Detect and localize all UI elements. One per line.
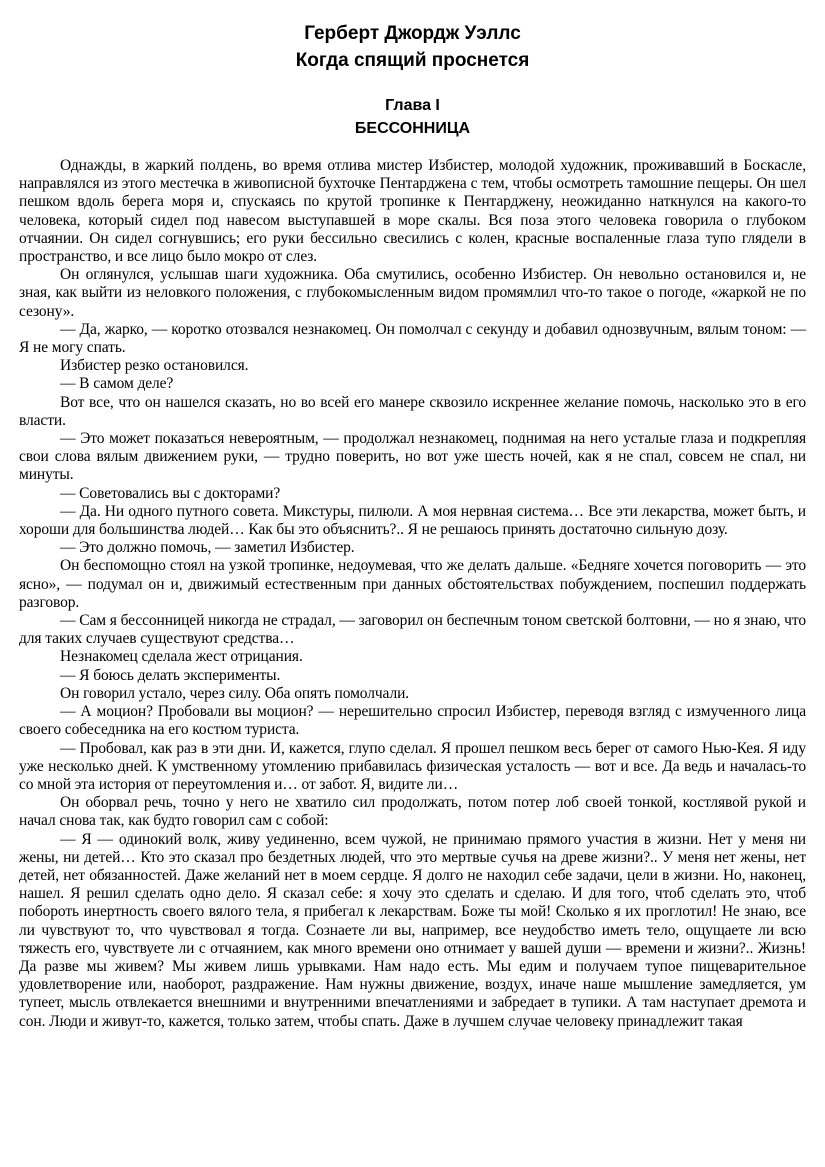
book-title: Когда спящий проснется xyxy=(295,50,530,71)
paragraph: — Я — одинокий волк, живу уединенно, всем чужой, не принимаю прямого участия в жизни. Нет у меня ни жены, ни детей… Кто это сказал про бездетных людей, что это мертвые сучья на древе жизни?.. У меня нет жены, нет детей, нет обязанностей. Даже желаний нет в моем сердце. Я долго не находил себе задачи, цели в жизни. Но, наконец, нашел. Я решил сделать одно дело. Я сказал себе: я хочу это сделать и сделаю. И для того, чтоб сделать это, чтоб побороть инертность своего вялого тела, я прибегал к лекарствам. Боже ты мой! Сколько я их проглотил! Не знаю, все ли чувствуют то, что чувствовал я тогда. Сознаете ли вы, например, все неудобство иметь тело, ощущаете ли всю тяжесть его, чувствуете ли с отчаянием, как много времени оно отнимает у вашей души — времени и жизни?.. Жизнь! Да разве мы живем? Мы живем лишь урывками. Нам надо есть. Мы едим и получаем тупое пищеварительное удовлетворение или, наоборот, раздражение. Нам нужны движение, воздух, иначе наше мышление замедляется, ум тупеет, мысль отвлекается внешними и внутренними впечатлениями и забредает в тупики. А там наступает дремота и сон. Люди и живут-то, кажется, только затем, чтобы спать. Даже в лучшем случае человеку принадлежит такая xyxy=(19,830,806,1030)
chapter-title: БЕССОННИЦА xyxy=(354,120,471,137)
chapter-body xyxy=(19,157,806,1031)
chapter-header xyxy=(19,94,806,140)
paragraph: — А моцион? Пробовали вы моцион? — нерешительно спросил Избистер, переводя взгляд с измученного лица своего собеседника на его костюм туриста. xyxy=(19,703,806,739)
paragraph: Он оглянулся, услышав шаги художника. Оба смутились, особенно Избистер. Он невольно остановился и, не зная, как выйти из неловкого положения, с глубокомысленным видом промямлил что-то такое о погоде, «жаркой не по сезону». xyxy=(19,266,806,320)
paragraph: Незнакомец сделала жест отрицания. xyxy=(60,648,303,666)
paragraph: — Советовались вы с докторами? xyxy=(60,484,281,502)
paragraph: Избистер резко остановился. xyxy=(60,357,249,375)
paragraph: Однажды, в жаркий полдень, во время отлива мистер Избистер, молодой художник, проживавший в Боскасле, направлялся из этого местечка в живописной бухточке Пентарджена с тем, чтобы осмотреть тамошние пещеры. Он шел пешком вдоль берега моря и, спускаясь по крутой тропинке к Пентарджену, неожиданно наткнулся на какого-то человека, который сидел под навесом выступавшей в море скалы. Вся поза этого человека говорила о глубоком отчаянии. Он сидел согнувшись; его руки бессильно свесились с колен, красные воспаленные глаза тупо глядели в пространство, и все лицо было мокро от слез. xyxy=(19,157,806,266)
chapter-number: Глава I xyxy=(385,97,440,114)
author-name: Герберт Джордж Уэллс xyxy=(304,23,521,44)
paragraph: Он оборвал речь, точно у него не хватило сил продолжать, потом потер лоб своей тонкой, костлявой рукой и начал снова так, как будто говорил сам с собой: xyxy=(19,794,806,830)
paragraph: Он говорил устало, через силу. Оба опять помолчали. xyxy=(60,684,410,702)
paragraph: — Это должно помочь, — заметил Избистер. xyxy=(60,539,355,557)
paragraph: — В самом деле? xyxy=(60,375,174,393)
paragraph: — Да. Ни одного путного совета. Микстуры, пилюли. А моя нервная система… Все эти лекарства, может быть, и хороши для большинства людей… Как бы это объяснить?.. Я не решаюсь принять достаточно сильную дозу. xyxy=(19,502,806,539)
paragraph: — Да, жарко, — коротко отозвался незнакомец. Он помолчал с секунду и добавил однозвучным, вялым тоном: — Я не могу спать. xyxy=(19,320,806,357)
book-header xyxy=(19,20,806,74)
paragraph: — Я боюсь делать эксперименты. xyxy=(60,666,281,684)
paragraph: Он беспомощно стоял на узкой тропинке, недоумевая, что же делать дальше. «Бедняге хочется поговорить — это ясно», — подумал он и, движимый естественным при данных обстоятельствах побуждением, поспешил поддержать разговор. xyxy=(19,557,806,611)
paragraph: — Пробовал, как раз в эти дни. И, кажется, глупо сделал. Я прошел пешком весь берег от самого Нью-Кея. Я иду уже несколько дней. К умственному утомлению прибавилась физическая усталость — вот и все. Да ведь и началась-то со мной эта история от переутомления и… от забот. Я, видите ли… xyxy=(19,739,806,793)
paragraph: Вот все, что он нашелся сказать, но во всей его манере сквозило искреннее желание помочь, насколько это в его власти. xyxy=(19,393,806,429)
paragraph: — Сам я бессонницей никогда не страдал, — заговорил он беспечным тоном светской болтовни, — но я знаю, что для таких случаев существуют средства… xyxy=(19,612,806,648)
document-page xyxy=(19,20,806,1031)
paragraph: — Это может показаться невероятным, — продолжал незнакомец, поднимая на него усталые глаза и подкрепляя свои слова вялым движением руки, — трудно поверить, но вот уже шесть ночей, как я не спал, совсем не спал, ни минуты. xyxy=(19,430,806,484)
